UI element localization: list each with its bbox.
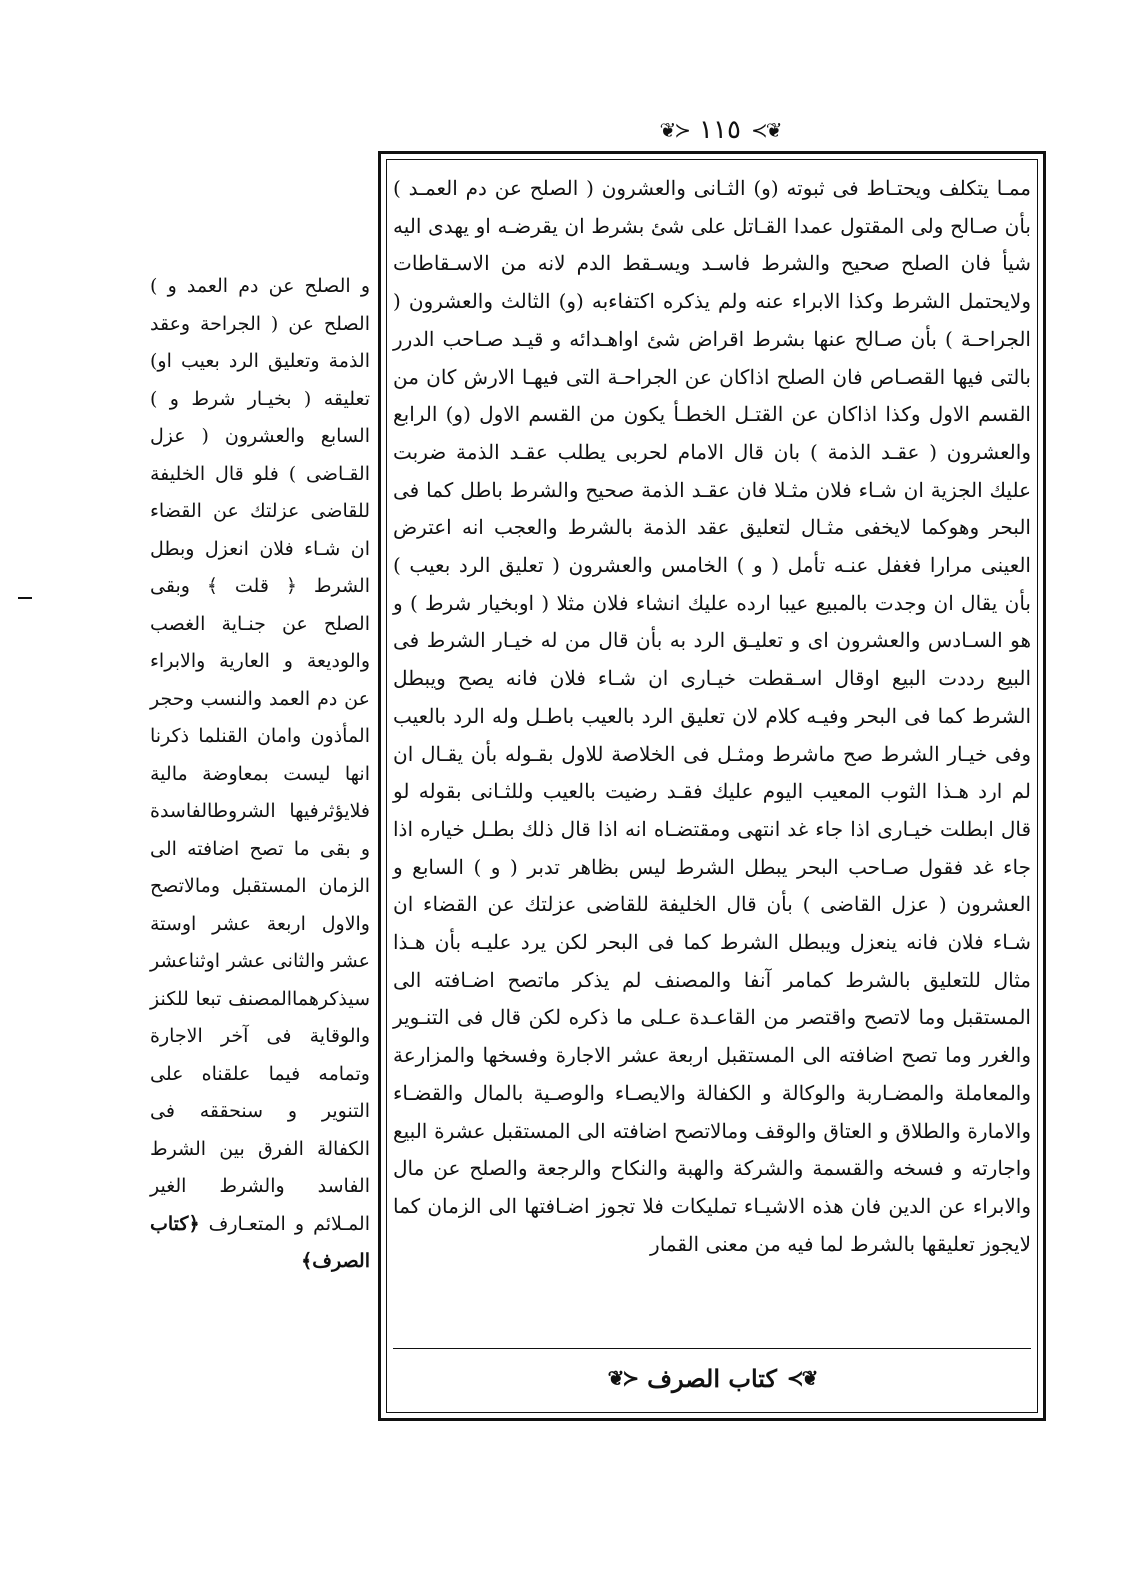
margin-body-text: و الصلح عن دم العمد و ) الصلح عن ( الجراحة وعقد الذمة وتعليق الرد بعيب او) تعليقه ( بخيـار شرط و ) السابع والعشرون ( عزل القـاضى ) فلو قال الخليفة للقاضى عزلتك عن القضاء ان شـاء فلان انعزل وبطل الشرط ﴿ قلت ﴾ وبقى الصلح عن جنـاية الغصب والوديعة و العارية والابراء عن دم العمد والنسب وحجر المأذون وامان القنلما ذكرنا انها ليست بمعاوضة مالية فلايؤثرفيها الشروطالفاسدة و بقى ما تصح اضافته الى الزمان المستقبل ومالاتصح والاول اربعة عشر اوستة عشر والثانى عشر اوثناعشر سيذكرهماالمصنف تبعا للكنز والوقاية فى آخر الاجارة وتمامه فيما علقناه على التنوير و سنحققه فى الكفالة الفرق بين الشرط الفاسد والشرط الغير المـلائم و المتعـارف	[150, 275, 370, 1235]
page-edge-mark	[18, 597, 32, 599]
main-text-frame	[378, 151, 1046, 1421]
chapter-heading	[381, 1354, 1043, 1402]
margin-commentary	[150, 268, 370, 1298]
footer-ornament-left-icon: ≺❦	[607, 1366, 638, 1390]
main-body-text: ممـا يتكلف ويحتـاط فى ثبوته (و) الثـانى والعشرون ( الصلح عن دم العمـد ) بأن صـالح ولى المقتول عمدا القـاتل على شئ بشرط ان يقرضـه او يهدى اليه شيأ فان الصلح صحيح والشرط فاسـد ويسـقط الدم لانه من الاسـقاطات ولايحتمل الشرط وكذا الابراء عنه ولم يذكره اكتفاءبه (و) الثالث والعشرون ( الجراحـة ) بأن صـالح عنها بشرط اقراض شئ اواهـدائه و قيـد صـاحب الدرر بالتى فيها القصـاص فان الصلح اذاكان عن الجراحـة التى فيهـا الارش كان من القسم الاول وكذا اذاكان عن القتـل الخطـأ يكون من القسم الاول (و) الرابع والعشرون ( عقـد الذمة ) بان قال الامام لحربى يطلب عقـد الذمة ضربت عليك الجزية ان شـاء فلان مثـلا فان عقـد الذمة صحيح والشرط باطل كما فى البحر وهوكما لايخفى مثـال لتعليق عقد الذمة بالشرط والعجب انه اعترض العينى مرارا فغفل عنـه تأمل ( و ) الخامس والعشرون ( تعليق الرد بعيب ) بأن يقال ان وجدت بالمبيع عيبا ارده عليك انشاء فلان مثلا ( اوبخيار شرط ) و هو السـادس والعشرون اى و تعليـق الرد به بأن قال من له خيـار الشرط فى البيع رددت البيع اوقال اسـقطت خيـارى ان شـاء فلان فانه يصح ويبطل الشرط كما فى البحر وفيـه كلام لان تعليق الرد بالعيب باطـل وله الرد بالعيب وفى خيـار الشرط صح ماشرط ومثـل فى الخلاصة للاول بقـوله بأن يقـال ان لم ارد هـذا الثوب المعيب اليوم عليك فقـد رضيت بالعيب وللثـانى بقوله لو قال ابطلت خيـارى اذا جاء غد انتهى ومقتضـاه انه اذا قال ذلك بطـل خياره اذا جاء غد فقول صـاحب البحر يبطل الشرط ليس بظاهر تدبر ( و ) السابع و العشرون ( عزل القاضى ) بأن قال الخليفة للقاضى عزلتك عن القضاء ان شـاء فلان فانه ينعزل ويبطل الشرط كما فى البحر لكن يرد عليـه بأن هـذا مثال للتعليق بالشرط كمامر آنفا والمصنف لم يذكر ماتصح اضـافته الى المستقبل وما لاتصح واقتصر من القاعـدة عـلى ما ذكره لكن قال فى التنـوير والغرر وما تصح اضافته الى المستقبل اربعة عشر الاجارة وفسخها والمزارعة والمعاملة والمضـاربة والوكالة و الكفالة والايصـاء والوصـية بالمال والقضـاء والامارة والطلاق و العتاق والوقف ومالاتصح اضافته الى المستقبل عشرة البيع واجارته و فسخه والقسمة والشركة والهبة والنكاح والرجعة والصلح عن مال والابراء عن الدين فان هذه الاشيـاء تمليكات فلا تجوز اضـافتها الى الزمان كما لايجوز تعليقها بالشرط لما فيه من معنى القمار	[393, 176, 1031, 1256]
header-ornament-right-icon: ❦≻	[659, 118, 690, 142]
page-header	[640, 112, 800, 148]
chapter-title: كتاب الصرف	[647, 1363, 777, 1393]
footer-ornament-right-icon: ❦≻	[786, 1366, 817, 1390]
footer-divider	[393, 1348, 1031, 1349]
page-number: ١١٥	[699, 115, 741, 145]
margin-chapter-title: ﴿كتاب الصرف﴾	[150, 1212, 370, 1272]
header-ornament-left-icon: ≺❦	[750, 118, 781, 142]
